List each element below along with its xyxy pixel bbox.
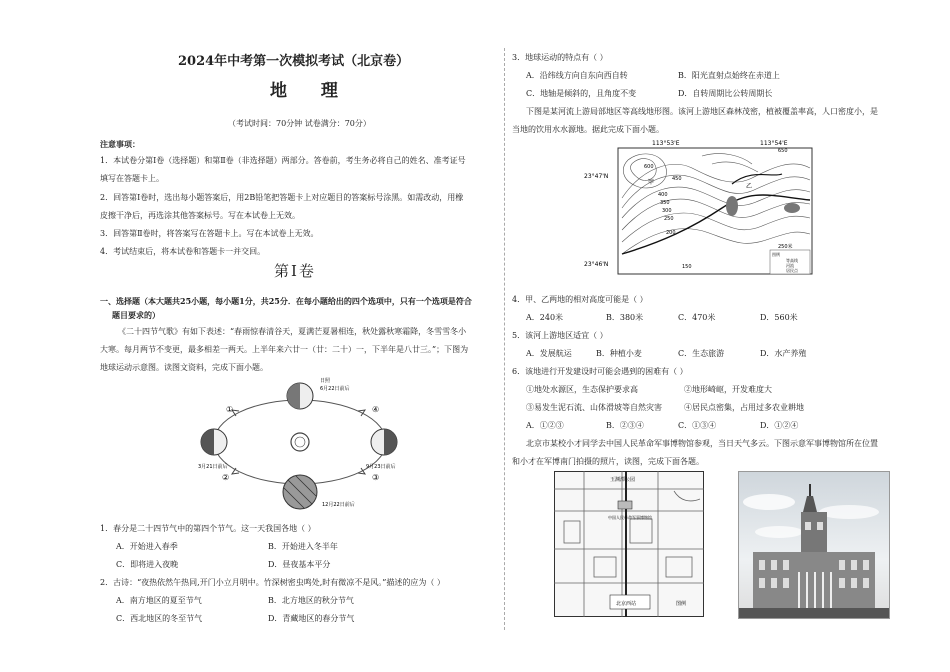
q6-option-a[interactable]: A．①②③ [526,421,564,430]
q6-option-c[interactable]: C．①③④ [678,421,717,430]
question-3-stem: 3．地球运动的特点有（ ） [512,53,608,62]
scale-label: 250米 [778,244,793,250]
date-bottom: 12月22日前后 [322,502,355,508]
q5-option-c[interactable]: C．生态旅游 [678,349,725,358]
note-line: 3．回答第Ⅱ卷时，将答案写在答题卡上。写在本试卷上无效。 [100,229,319,238]
orbit-label-4: ④ [372,405,380,414]
q1-option-a[interactable]: A．开始进入春季 [116,542,178,551]
earth-top [287,383,313,409]
question-2-stem: 2．古诗：“夜热依然午热同,开门小立月明中。竹深树密虫鸣处,时有微凉不是风。”描述的应为（ ） [100,578,445,587]
orbit-label-3: ③ [372,473,380,482]
lat-label-1: 23°47'N [584,173,609,180]
note-line: 2．回答第Ⅰ卷时，选出每小题答案后，用2B铅笔把答题卡上对应题目的答案标号涂黑。如需改动，用橡 [100,193,464,202]
date-left: 3月21日前后 [198,464,228,470]
street-map-legend: 图例 [676,601,687,607]
note-line: 1．本试卷分第Ⅰ卷（选择题）和第Ⅱ卷（非选择题）两部分。答卷前，考生务必将自己的姓名、准考证号 [100,156,466,165]
contour-label: 450 [672,176,682,182]
street-map [554,471,704,617]
subject-title: 地 理 [270,81,352,101]
q2-option-b[interactable]: B．北方地区的秋分节气 [268,596,354,605]
q6-option-d[interactable]: D．①②④ [760,421,799,430]
date-right: 9月23日前后 [366,464,396,470]
question-1-stem: 1．春分是二十四节气中的第四个节气。这一天我国各地（ ） [100,524,316,533]
settlement [726,196,738,216]
notes-heading: 注意事项： [100,139,140,149]
q3-option-b[interactable]: B．阳光直射点始终在赤道上 [678,71,780,80]
passage-line: 《二十四节气歌》有如下表述：“春雨惊春清谷天，夏满芒夏暑相连，秋处露秋寒霜降，冬雪雪冬小 [118,327,467,336]
contour-label: 150 [682,264,692,270]
date-top: 6月22日前后 [320,386,350,392]
passage-line: 大寒。每月两节不变更，最多相差一两天。上半年来六廿一（廿：二十）一，下半年是八廿三。”；下图为 [100,345,469,354]
passage-line: 当地的饮用水水源地。据此完成下面小题。 [512,125,664,134]
question-4-stem: 4．甲、乙两地的相对高度可能是（ ） [512,295,648,304]
note-line: 填写在答题卡上。 [100,174,164,183]
orbit-label-2: ② [222,473,230,482]
q4-option-d[interactable]: D．560米 [760,313,798,322]
legend-title: 图例 [772,252,780,257]
museum-marker [618,501,632,509]
q6-option-b[interactable]: B．②③④ [606,421,644,430]
part1-title: 第Ⅰ卷 [274,262,316,280]
q1-option-c[interactable]: C．即将进入夜晚 [116,560,179,569]
museum-photo [738,471,890,619]
lon-label-1: 113°53'E [652,140,680,147]
note-line: 4．考试结束后，将本试卷和答题卡一并交回。 [100,247,266,256]
point-yi: 乙 [746,183,753,190]
contour-label: 350 [660,200,670,206]
q5-option-b[interactable]: B．种植小麦 [596,349,642,358]
legend-contour: 等高线 [786,258,798,263]
q2-option-c[interactable]: C．西北地区的冬至节气 [116,614,203,623]
passage-line: 地球运动示意图。读图文资料，完成下面小题。 [100,363,268,372]
q5-option-d[interactable]: D．水产养殖 [760,349,807,358]
street-map-label-museum: 中国人民革命军事博物馆 [608,515,652,520]
earth-left [201,429,227,455]
sun-legend: 日照 [320,378,331,384]
note-line: 皮擦干净后，再选涂其他答案标号。写在本试卷上无效。 [100,211,300,220]
q1-option-d[interactable]: D．昼夜基本平分 [268,560,331,569]
passage-line: 下图是某河流上游局部地区等高线地形图。该河上游地区森林茂密，植被覆盖率高，人口密度小，是 [526,107,878,116]
column-divider [504,48,506,630]
question-5-stem: 5．该河上游地区适宜（ ） [512,331,608,340]
legend-settlement: 居民点 [786,268,798,273]
exam-info: （考试时间：70分钟 试卷满分：70分） [228,119,371,128]
q6-item-3: ③易发生泥石流、山体滑坡等自然灾害 [526,403,662,412]
contour-map [582,138,814,288]
legend-river: 河流 [786,263,794,268]
street-map-label-station: 北京西站 [616,601,637,607]
q5-option-a[interactable]: A．发展航运 [526,349,572,358]
section-instruction: 题目要求的） [112,310,160,320]
passage-line: 和小才在军博南门拍摄的照片，读图，完成下面各题。 [512,457,704,466]
q6-item-2: ②地形崎岖，开发难度大 [684,385,772,394]
contour-label: 600 [644,164,654,170]
q6-item-4: ④居民点密集，占用过多农业耕地 [684,403,804,412]
lat-label-2: 23°46'N [584,261,609,268]
earth-right [371,429,397,455]
point-jia: 甲 [648,179,655,186]
q6-item-1: ①地处水源区，生态保护要求高 [526,385,638,394]
q2-option-d[interactable]: D．青藏地区的春分节气 [268,614,355,623]
q2-option-a[interactable]: A．南方地区的夏至节气 [116,596,202,605]
lon-label-2: 113°54'E [760,140,788,147]
section-instruction: 一、选择题（本大题共25小题，每小题1分，共25分．在每小题给出的四个选项中，只有一个选项是符合 [100,296,472,306]
contour-label: 250 [664,216,674,222]
contour-label: 200 [666,230,676,236]
q1-option-b[interactable]: B．开始进入冬半年 [268,542,338,551]
earth-orbit-diagram [196,376,406,516]
exam-title: 2024年中考第一次模拟考试（北京卷） [178,54,410,69]
earth-bottom [283,475,317,509]
street-map-label-top: 玉渊潭公园 [610,477,636,483]
passage-line: 北京市某校小才同学去中国人民革命军事博物馆参观，当日天气多云。下图示意军事博物馆所在位置 [526,439,878,448]
orbit-label-1: ① [226,405,234,414]
question-6-stem: 6．该地进行开发建设时可能会遇到的困难有（ ） [512,367,688,376]
settlement [784,203,800,213]
sun [291,433,309,451]
q3-option-d[interactable]: D．自转周期比公转周期长 [678,89,773,98]
contour-label: 300 [662,208,672,214]
contour-label: 650 [778,148,788,154]
q4-option-c[interactable]: C．470米 [678,313,716,322]
q3-option-c[interactable]: C．地轴是倾斜的，且角度不变 [526,89,637,98]
contour-label: 400 [658,192,668,198]
q4-option-b[interactable]: B．380米 [606,313,644,322]
q4-option-a[interactable]: A．240米 [526,313,564,322]
q3-option-a[interactable]: A．沿纬线方向自东向西自转 [526,71,628,80]
